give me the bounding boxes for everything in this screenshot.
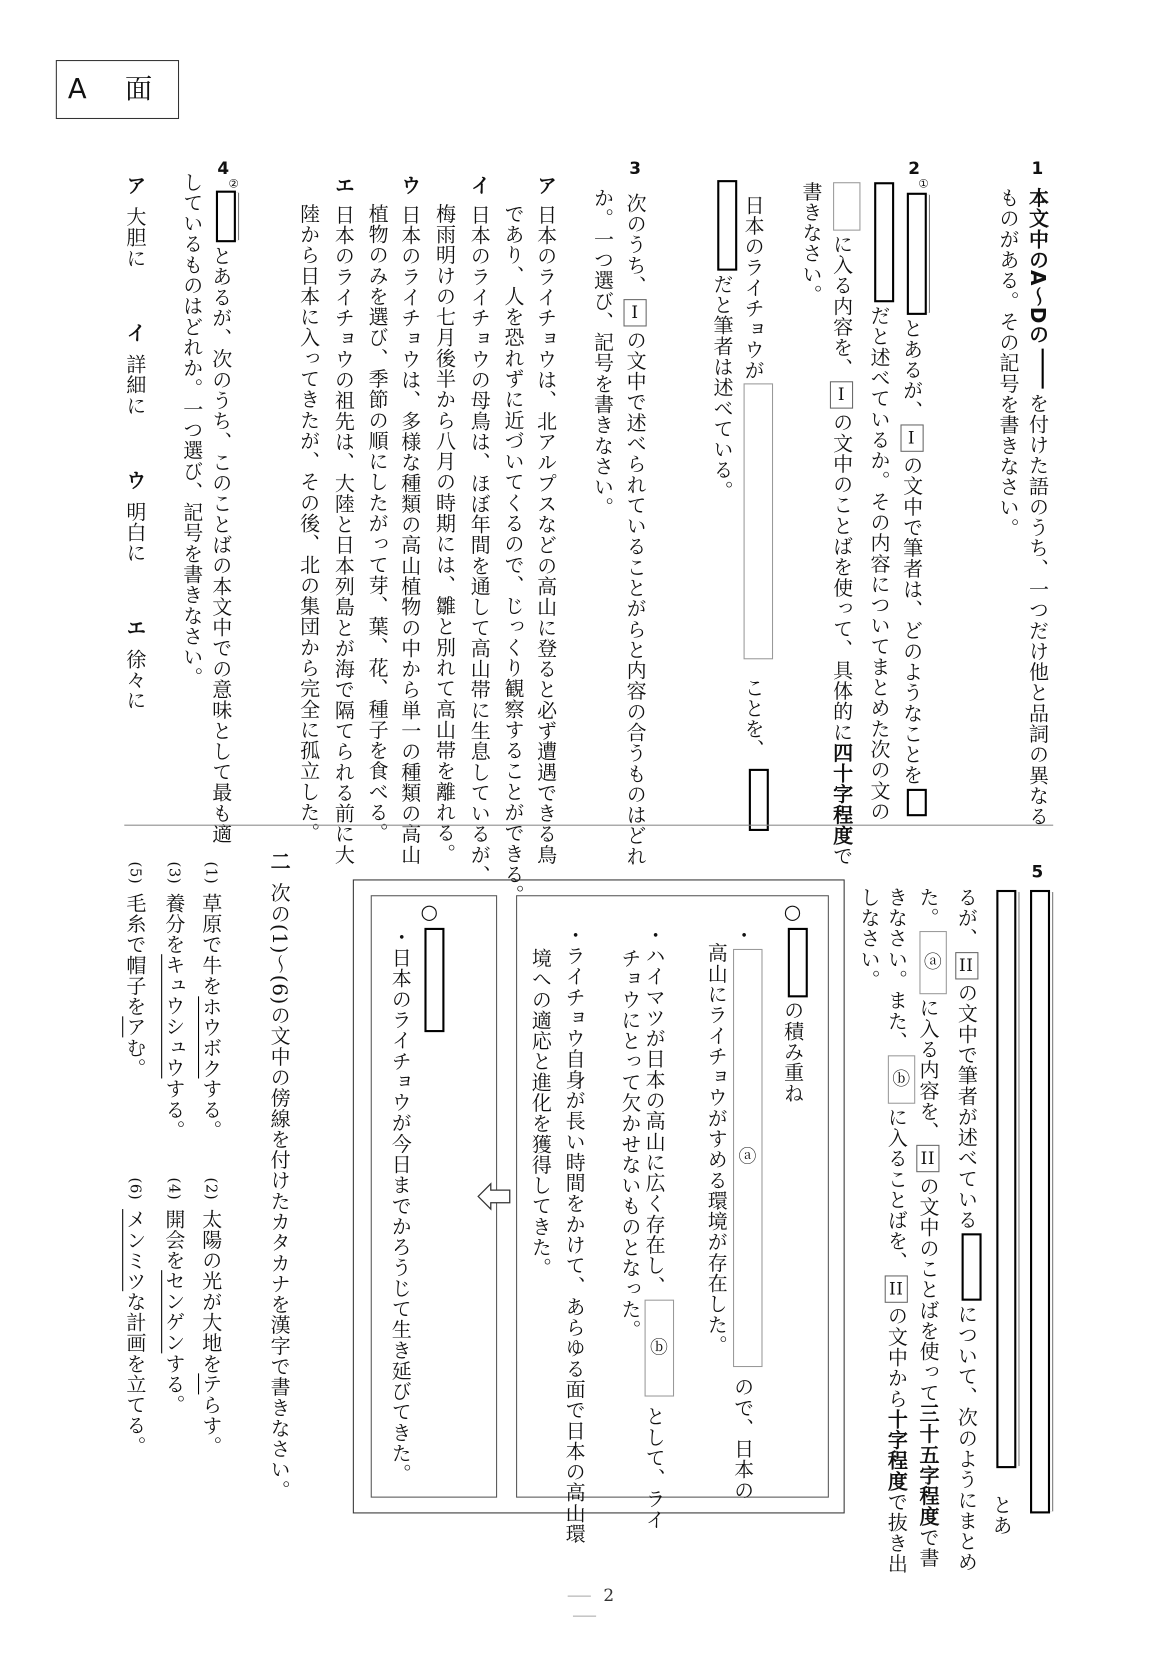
kanji-item — [198, 862, 223, 1141]
quoted-phrase-box — [874, 182, 894, 302]
section-divider — [124, 825, 1053, 826]
option-text: 日本のライチョウの祖先は、大陸と日本列島とが海で隔てられる前に大 — [331, 203, 355, 865]
cause-text-cont: チョウにとって欠かせないものとなった。 — [618, 947, 642, 1341]
answer-blank — [833, 182, 860, 230]
item-text: 開会を — [162, 1208, 186, 1271]
option-label: ア — [533, 174, 558, 196]
q5-text: の文中のことばを使って — [916, 1175, 940, 1403]
bullet: ・ — [562, 924, 586, 946]
q3-text: の文中で述べられていることがらと内容の合うものはどれ — [623, 329, 647, 867]
option-label: ア — [123, 174, 147, 196]
ref-box-II: II — [955, 952, 978, 979]
section2-heading — [266, 851, 291, 1500]
heading-text: の積み重ね — [780, 1000, 805, 1104]
q5-text: るが、 — [954, 886, 978, 949]
page-number — [532, 1585, 637, 1625]
q4-line — [211, 187, 236, 844]
section-number: 二 — [267, 850, 291, 872]
ref-box-I: I — [830, 381, 853, 408]
q2-line: 書きなさい。 — [799, 181, 823, 306]
item-text: 草原で牛を — [199, 892, 223, 996]
item-label: (1) — [202, 861, 220, 885]
q4-option[interactable] — [122, 617, 147, 710]
q3-option-cont: 梅雨明けの七月後半から八月の時期には、雛と別れて高山帯を離れる。 — [432, 203, 457, 864]
answer-blank-b[interactable] — [645, 1299, 674, 1396]
q1-text: 本文中のA〜Dの — [1025, 187, 1049, 345]
blank-b-label: ⓑ — [892, 1068, 911, 1090]
q5-line: しなさい。 — [857, 886, 881, 991]
q2-text: の文中のことばを使って、具体的に — [829, 412, 854, 743]
q2-summary — [712, 177, 737, 501]
option-text: 日本のライチョウは、多様な種類の高山植物の中から単一の種類の高山 — [398, 203, 422, 865]
q4-option[interactable] — [122, 322, 147, 415]
item-text: 養分を — [162, 892, 186, 955]
option-label: ウ — [398, 174, 422, 196]
quoted-phrase-box — [996, 890, 1016, 1468]
answer-blank[interactable] — [744, 384, 773, 660]
q5-line — [1025, 887, 1050, 1517]
bullet: ・ — [642, 924, 666, 946]
blank-a-label: ⓐ — [738, 1147, 758, 1169]
quoted-phrase-box — [216, 191, 236, 243]
summary-text: だと筆者は述べている。 — [710, 273, 734, 501]
item-label: (3) — [165, 861, 183, 885]
katakana-target: メンミツ — [123, 1208, 147, 1292]
q5-text: きなさい。また、 — [884, 886, 908, 1052]
result-text: 日本のライチョウが今日までかろうじて生き延びてきた。 — [388, 947, 412, 1485]
katakana-target: ア — [123, 1016, 147, 1038]
q2-text: に入る内容を、 — [829, 233, 854, 379]
q5-line — [916, 886, 947, 1569]
kanji-item — [161, 862, 186, 1141]
q1-line: ものがある。その記号を書きなさい。 — [996, 187, 1020, 539]
q2-text: の文中で筆者は、どのようなことを — [899, 454, 924, 786]
summary-text: ことを、 — [741, 677, 765, 761]
quoted-phrase-box — [717, 180, 737, 271]
question-number: 2 — [908, 157, 921, 178]
q3-text: 次のうち、 — [623, 192, 647, 296]
ref-box-II: II — [916, 1145, 939, 1172]
q4-line: しているものはどれか。一つ選び、記号を書きなさい。 — [180, 171, 204, 688]
q2-line — [829, 179, 860, 867]
dash-right — [573, 1616, 596, 1617]
q5-text: た。 — [916, 886, 940, 929]
ref-box-I: I — [900, 424, 923, 451]
item-label: (2) — [202, 1177, 220, 1201]
blank-a-label: ⓐ — [923, 952, 943, 974]
q3-option[interactable] — [331, 175, 356, 865]
item-text: する。 — [199, 1078, 223, 1141]
cause-bullet — [730, 924, 762, 1500]
q3-option-cont: 陸から日本に入ってきたが、その後、北の集団から完全に孤立した。 — [297, 203, 321, 844]
sideline-mark — [1042, 349, 1044, 389]
cause-heading — [780, 900, 808, 1104]
option-label: イ — [123, 322, 147, 343]
q3-option[interactable] — [467, 175, 492, 885]
item-label: (6) — [126, 1177, 144, 1201]
q5-text: で書 — [916, 1526, 940, 1569]
q1-text: を付けた語のうち、一つだけ他と品詞の異なる — [1025, 393, 1049, 827]
option-text: 詳細に — [123, 353, 147, 416]
option-label: イ — [467, 174, 491, 196]
item-text: な計画を立てる。 — [123, 1291, 147, 1457]
question-number: 3 — [629, 157, 641, 178]
q3-line — [622, 193, 647, 867]
char-limit: 十字程度 — [884, 1408, 908, 1492]
dash-left — [568, 1596, 591, 1597]
cause-bullet — [642, 924, 674, 1530]
cause-bullet — [561, 925, 586, 1544]
blank-b-label: ⓑ — [650, 1337, 669, 1359]
q2-text: とあるが、 — [899, 318, 924, 422]
arrow-left-icon — [476, 1182, 512, 1211]
q4-text: とあるが、次のうち、このことばの本文中での意味として最も適 — [209, 245, 233, 845]
item-text: 太陽の光が大地を — [199, 1208, 223, 1374]
option-text: 明白に — [123, 500, 147, 563]
ref-box-I: I — [623, 299, 646, 326]
q5-text: とあ — [989, 1494, 1013, 1536]
katakana-target: センゲン — [162, 1270, 186, 1354]
item-text: む。 — [123, 1037, 147, 1079]
q5-line — [991, 887, 1016, 1536]
quoted-phrase-box — [748, 769, 768, 831]
cause-text: として、ライ — [642, 1405, 666, 1530]
option-text: 大胆に — [123, 206, 147, 268]
q2-summary — [741, 194, 773, 834]
page-number-text: 2 — [603, 1585, 615, 1606]
q5-line — [884, 886, 915, 1574]
char-limit: 四十字程度 — [829, 742, 854, 846]
q3-option[interactable] — [533, 175, 558, 865]
q2-line — [899, 190, 927, 819]
item-text: する。 — [162, 1353, 186, 1416]
question-number: 5 — [1031, 861, 1044, 882]
question-number: 1 — [1031, 157, 1044, 178]
q5-text: の文中から — [884, 1305, 908, 1409]
cause-text-cont: 高山にライチョウがすめる環境が存在した。 — [704, 942, 728, 1356]
q5-line — [956, 887, 981, 1572]
summary-text: 日本のライチョウが — [741, 194, 765, 381]
char-limit: 三十五字程度 — [916, 1402, 940, 1527]
q4-option[interactable] — [122, 470, 147, 563]
circle-mark: ○ — [417, 900, 441, 925]
circle-mark: ○ — [780, 900, 805, 925]
kanji-item — [198, 1177, 223, 1456]
kanji-item — [161, 1177, 186, 1415]
q3-option[interactable] — [397, 175, 422, 865]
result-bullet — [388, 927, 413, 1484]
item-text: する。 — [162, 1078, 186, 1141]
question-number: 4 — [217, 157, 230, 178]
katakana-target: ホウボク — [199, 995, 223, 1079]
option-text: 日本のライチョウは、北アルプスなどの高山に登ると必ず遭遇できる鳥 — [533, 203, 558, 865]
ref-box-II: II — [885, 1275, 908, 1302]
section-instruction: 次の(1)〜(6)の文中の傍線を付けたカタカナを漢字で書きなさい。 — [267, 882, 291, 1501]
cause-text: ハイマツが日本の高山に広く存在し、 — [642, 945, 666, 1297]
quoted-phrase-box — [1030, 890, 1050, 1513]
item-label: (4) — [165, 1177, 183, 1201]
quoted-phrase-box — [907, 193, 927, 315]
option-label: エ — [123, 617, 147, 638]
cause-text-cont: 境への適応と進化を獲得してきた。 — [528, 947, 552, 1279]
item-text: らす。 — [199, 1394, 223, 1457]
option-text: 日本のライチョウの母鳥は、ほぼ年間を通して高山帯に生息しているが、 — [467, 203, 491, 886]
q5-text: に入ることばを、 — [884, 1106, 908, 1272]
q1-line — [1025, 187, 1050, 826]
bullet: ・ — [730, 924, 755, 946]
marker-2: ② — [228, 176, 239, 191]
q2-text: だと述べているか。その内容についてまとめた次の文の — [867, 305, 891, 822]
bullet: ・ — [388, 926, 412, 948]
option-label: エ — [331, 174, 355, 196]
q5-text: の文中で筆者が述べている — [954, 982, 978, 1231]
q4-option[interactable] — [122, 175, 147, 268]
cause-text: ので、日本の — [730, 1376, 755, 1500]
cause-text: ライチョウ自身が長い時間をかけて、あらゆる面で日本の高山環 — [562, 945, 586, 1545]
item-text: 毛糸で帽子を — [123, 892, 147, 1017]
marker-1: ① — [918, 176, 929, 191]
q3-option-cont: 植物のみを選び、季節の順にしたがって芽、葉、花、種子を食べる。 — [365, 203, 389, 844]
quoted-phrase-box — [962, 1233, 982, 1300]
katakana-target: テ — [199, 1373, 223, 1395]
quoted-phrase-box — [788, 927, 808, 997]
katakana-target: キュウシュウ — [162, 954, 186, 1079]
q5-text: について、次のようにまとめ — [954, 1303, 978, 1573]
q2-text: で — [829, 845, 854, 867]
quoted-phrase-box — [424, 927, 444, 1031]
item-label: (5) — [126, 861, 144, 885]
kanji-item — [122, 1177, 147, 1456]
kanji-item — [122, 862, 147, 1079]
answer-blank-a[interactable] — [733, 949, 762, 1367]
q5-text: で抜き出 — [884, 1491, 908, 1574]
quoted-phrase-box — [907, 788, 927, 815]
q3-option-cont: であり、人を恐れずに近づいてくるので、じっくり観察することができる。 — [501, 203, 525, 906]
option-label: ウ — [123, 469, 147, 491]
q3-line: か。一つ選び、記号を書きなさい。 — [590, 187, 615, 518]
q5-text: に入る内容を、 — [916, 997, 940, 1143]
face-label: A 面 — [56, 60, 179, 119]
option-text: 徐々に — [123, 648, 147, 711]
result-heading — [419, 900, 444, 1034]
q2-line — [869, 179, 894, 821]
